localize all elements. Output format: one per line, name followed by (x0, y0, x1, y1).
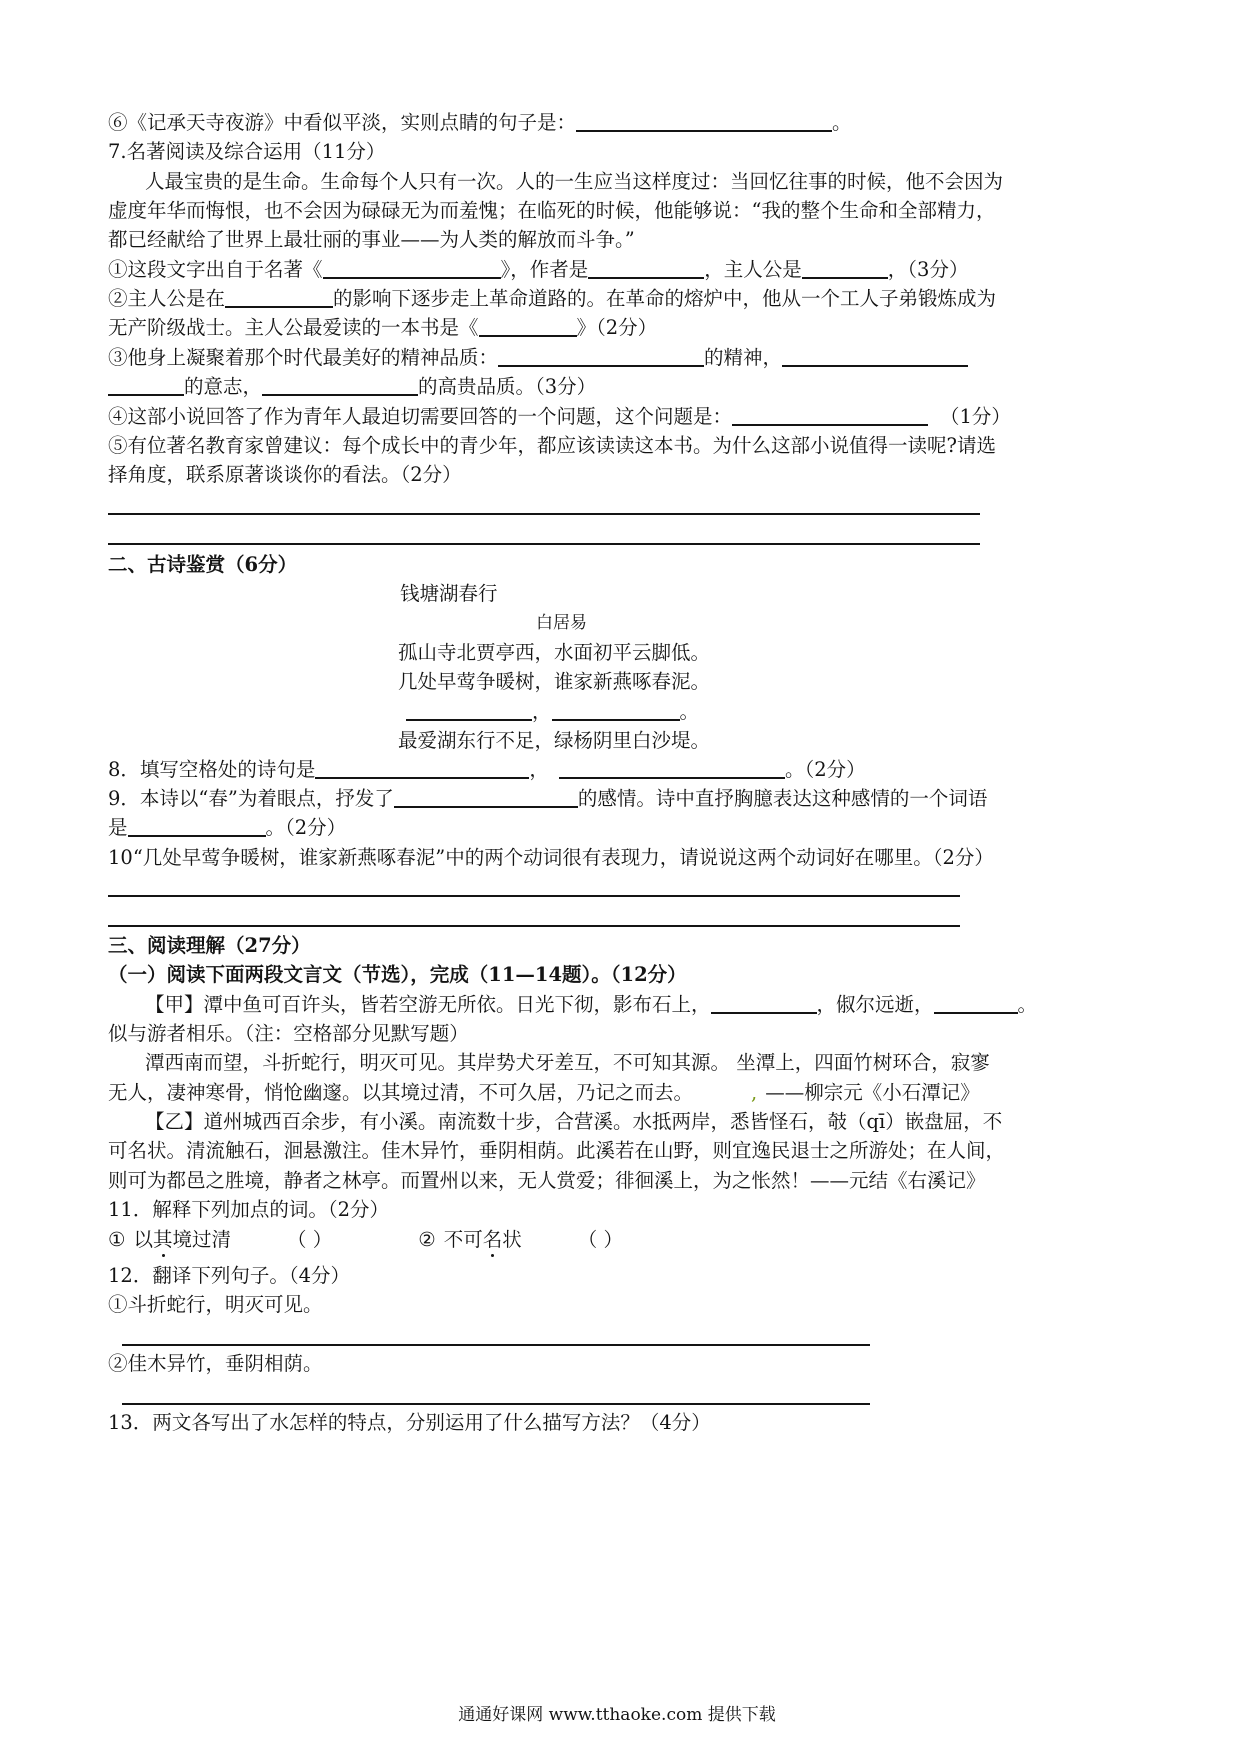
answer-blank[interactable] (128, 815, 266, 837)
question-9-cont: 是 。（2分） (108, 816, 347, 839)
question-12-header: 12．翻译下列句子。（4分） (108, 1264, 350, 1287)
passage-jia-cont: 似与游者相乐。（注：空格部分见默写题） (108, 1022, 469, 1045)
question-7-4: ④这部小说回答了作为青年人最迫切需要回答的一个问题，这个问题是： （1分） (108, 405, 1011, 428)
question-7-1: ①这段文字出自于名著《 》，作者是 ，主人公是 ，（3分） (108, 258, 969, 281)
answer-blank[interactable] (552, 699, 680, 721)
passage-jia: 【甲】潭中鱼可百许头，皆若空游无所依。日光下彻，影布石上， ，俶尔远逝， 。 (145, 993, 1038, 1016)
section-3-header: 三、阅读理解（27分） (108, 934, 311, 957)
passage-line: 人最宝贵的是生命。生命每个人只有一次。人的一生应当这样度过：当回忆往事的时候，他不会因为 (145, 170, 1004, 193)
question-12-item-2: ②佳木异竹，垂阴相荫。 (108, 1352, 323, 1375)
question-12-item-1: ①斗折蛇行，明灭可见。 (108, 1293, 323, 1316)
passage-line: 潭西南而望，斗折蛇行，明灭可见。其岸势犬牙差互，不可知其源。 坐潭上，四面竹树环合，寂寥 (145, 1051, 990, 1074)
question-7-2: ②主人公是在 的影响下逐步走上革命道路的。在革命的熔炉中，他从一个工人子弟锻炼成为 (108, 287, 997, 310)
question-11-items: ① 以其境过清 （ ） ② 不可名状 （ ） (108, 1228, 623, 1251)
section-2-header: 二、古诗鉴赏（6分） (108, 553, 298, 576)
subsection-1-header: （一）阅读下面两段文言文（节选），完成（11—14题）。（12分） (108, 963, 687, 986)
passage-yi-cont: 可名状。清流触石，洄悬激注。佳木异竹，垂阴相荫。此溪若在山野，则宜逸民退士之所游处；在人间， (108, 1139, 1006, 1162)
question-7-3-cont: 的意志， 的高贵品质。（3分） (108, 374, 596, 400)
answer-paren[interactable]: （ ） (577, 1228, 623, 1251)
answer-line[interactable] (108, 925, 960, 927)
answer-blank[interactable] (394, 786, 578, 808)
answer-line[interactable] (122, 1344, 870, 1346)
emphasized-char: 其 (153, 1228, 173, 1251)
answer-blank[interactable] (782, 345, 968, 367)
answer-blank[interactable] (588, 257, 704, 279)
stray-mark: , (751, 1081, 758, 1104)
poem-title: 钱塘湖春行 (400, 582, 498, 605)
poem-line: 几处早莺争暖树，谁家新燕啄春泥。 (398, 670, 711, 693)
poem-author: 白居易 (536, 613, 587, 633)
answer-line[interactable] (108, 513, 980, 515)
answer-line[interactable] (122, 1403, 870, 1405)
answer-blank[interactable] (934, 992, 1018, 1014)
answer-blank[interactable] (262, 374, 418, 396)
question-7-5-cont: 择角度，联系原著谈谈你的看法。（2分） (108, 463, 462, 486)
passage-yi: 【乙】道州城西百余步，有小溪。南流数十步，合营溪。水抵两岸，悉皆怪石，攲（qī）嵌盘屈，不 (145, 1110, 1003, 1133)
passage-yi-cont: 则可为都邑之胜境，静者之林亭。而置州以来，无人赏爱；徘徊溪上，为之怅然！——元结《右溪记》 (108, 1169, 986, 1192)
passage-line: 虚度年华而悔恨，也不会因为碌碌无为而羞愧；在临死的时候，他能够说：“我的整个生命和全部精力， (108, 199, 996, 222)
question-10: 10“几处早莺争暖树，谁家新燕啄春泥”中的两个动词很有表现力，请说说这两个动词好在哪里。（2分） (108, 846, 994, 869)
question-13: 13．两文各写出了水怎样的特点，分别运用了什么描写方法？（4分） (108, 1411, 711, 1434)
answer-blank[interactable] (323, 257, 501, 279)
answer-line[interactable] (108, 543, 980, 545)
question-7-3: ③他身上凝聚着那个时代最美好的精神品质： 的精神， (108, 345, 968, 371)
answer-blank[interactable] (108, 374, 184, 396)
passage-line: 都已经献给了世界上最壮丽的事业——为人类的解放而斗争。” (108, 228, 635, 251)
question-11-header: 11．解释下列加点的词。（2分） (108, 1198, 389, 1221)
answer-blank[interactable] (479, 315, 577, 337)
question-8: 8．填写空格处的诗句是 ， 。（2分） (108, 758, 866, 781)
poem-line: 最爱湖东行不足，绿杨阴里白沙堤。 (398, 729, 711, 752)
answer-blank[interactable] (576, 110, 832, 132)
poem-blank-line: ， 。 (406, 699, 699, 725)
answer-blank[interactable] (406, 699, 532, 721)
question-6-item: ⑥《记承天寺夜游》中看似平淡，实则点睛的句子是： 。 (108, 111, 852, 134)
answer-blank[interactable] (498, 345, 704, 367)
poem-line: 孤山寺北贾亭西，水面初平云脚低。 (398, 641, 711, 664)
answer-blank[interactable] (732, 404, 928, 426)
answer-blank[interactable] (315, 757, 529, 779)
answer-blank[interactable] (225, 286, 333, 308)
answer-blank[interactable] (802, 257, 888, 279)
answer-line[interactable] (108, 895, 960, 897)
answer-blank[interactable] (711, 992, 817, 1014)
question-7-2-cont: 无产阶级战士。主人公最爱读的一本书是《 》（2分） (108, 316, 658, 339)
emphasized-char: 名 (482, 1228, 503, 1251)
answer-blank[interactable] (559, 757, 785, 779)
answer-paren[interactable]: （ ） (287, 1228, 333, 1251)
question-7-header: 7.名著阅读及综合运用（11分） (108, 140, 386, 163)
question-7-5: ⑤有位著名教育家曾建议：每个成长中的青少年，都应该读读这本书。为什么这部小说值得一读呢?请选 (108, 434, 996, 457)
passage-line: 无人，凄神寒骨，悄怆幽邃。以其境过清，不可久居，乃记之而去。 , ——柳宗元《小石潭记》 (108, 1081, 980, 1104)
page-footer: 通通好课网 www.tthaoke.com 提供下载 (458, 1705, 776, 1725)
question-9: 9．本诗以“春”为着眼点，抒发了 的感情。诗中直抒胸臆表达这种感情的一个词语 (108, 787, 988, 810)
